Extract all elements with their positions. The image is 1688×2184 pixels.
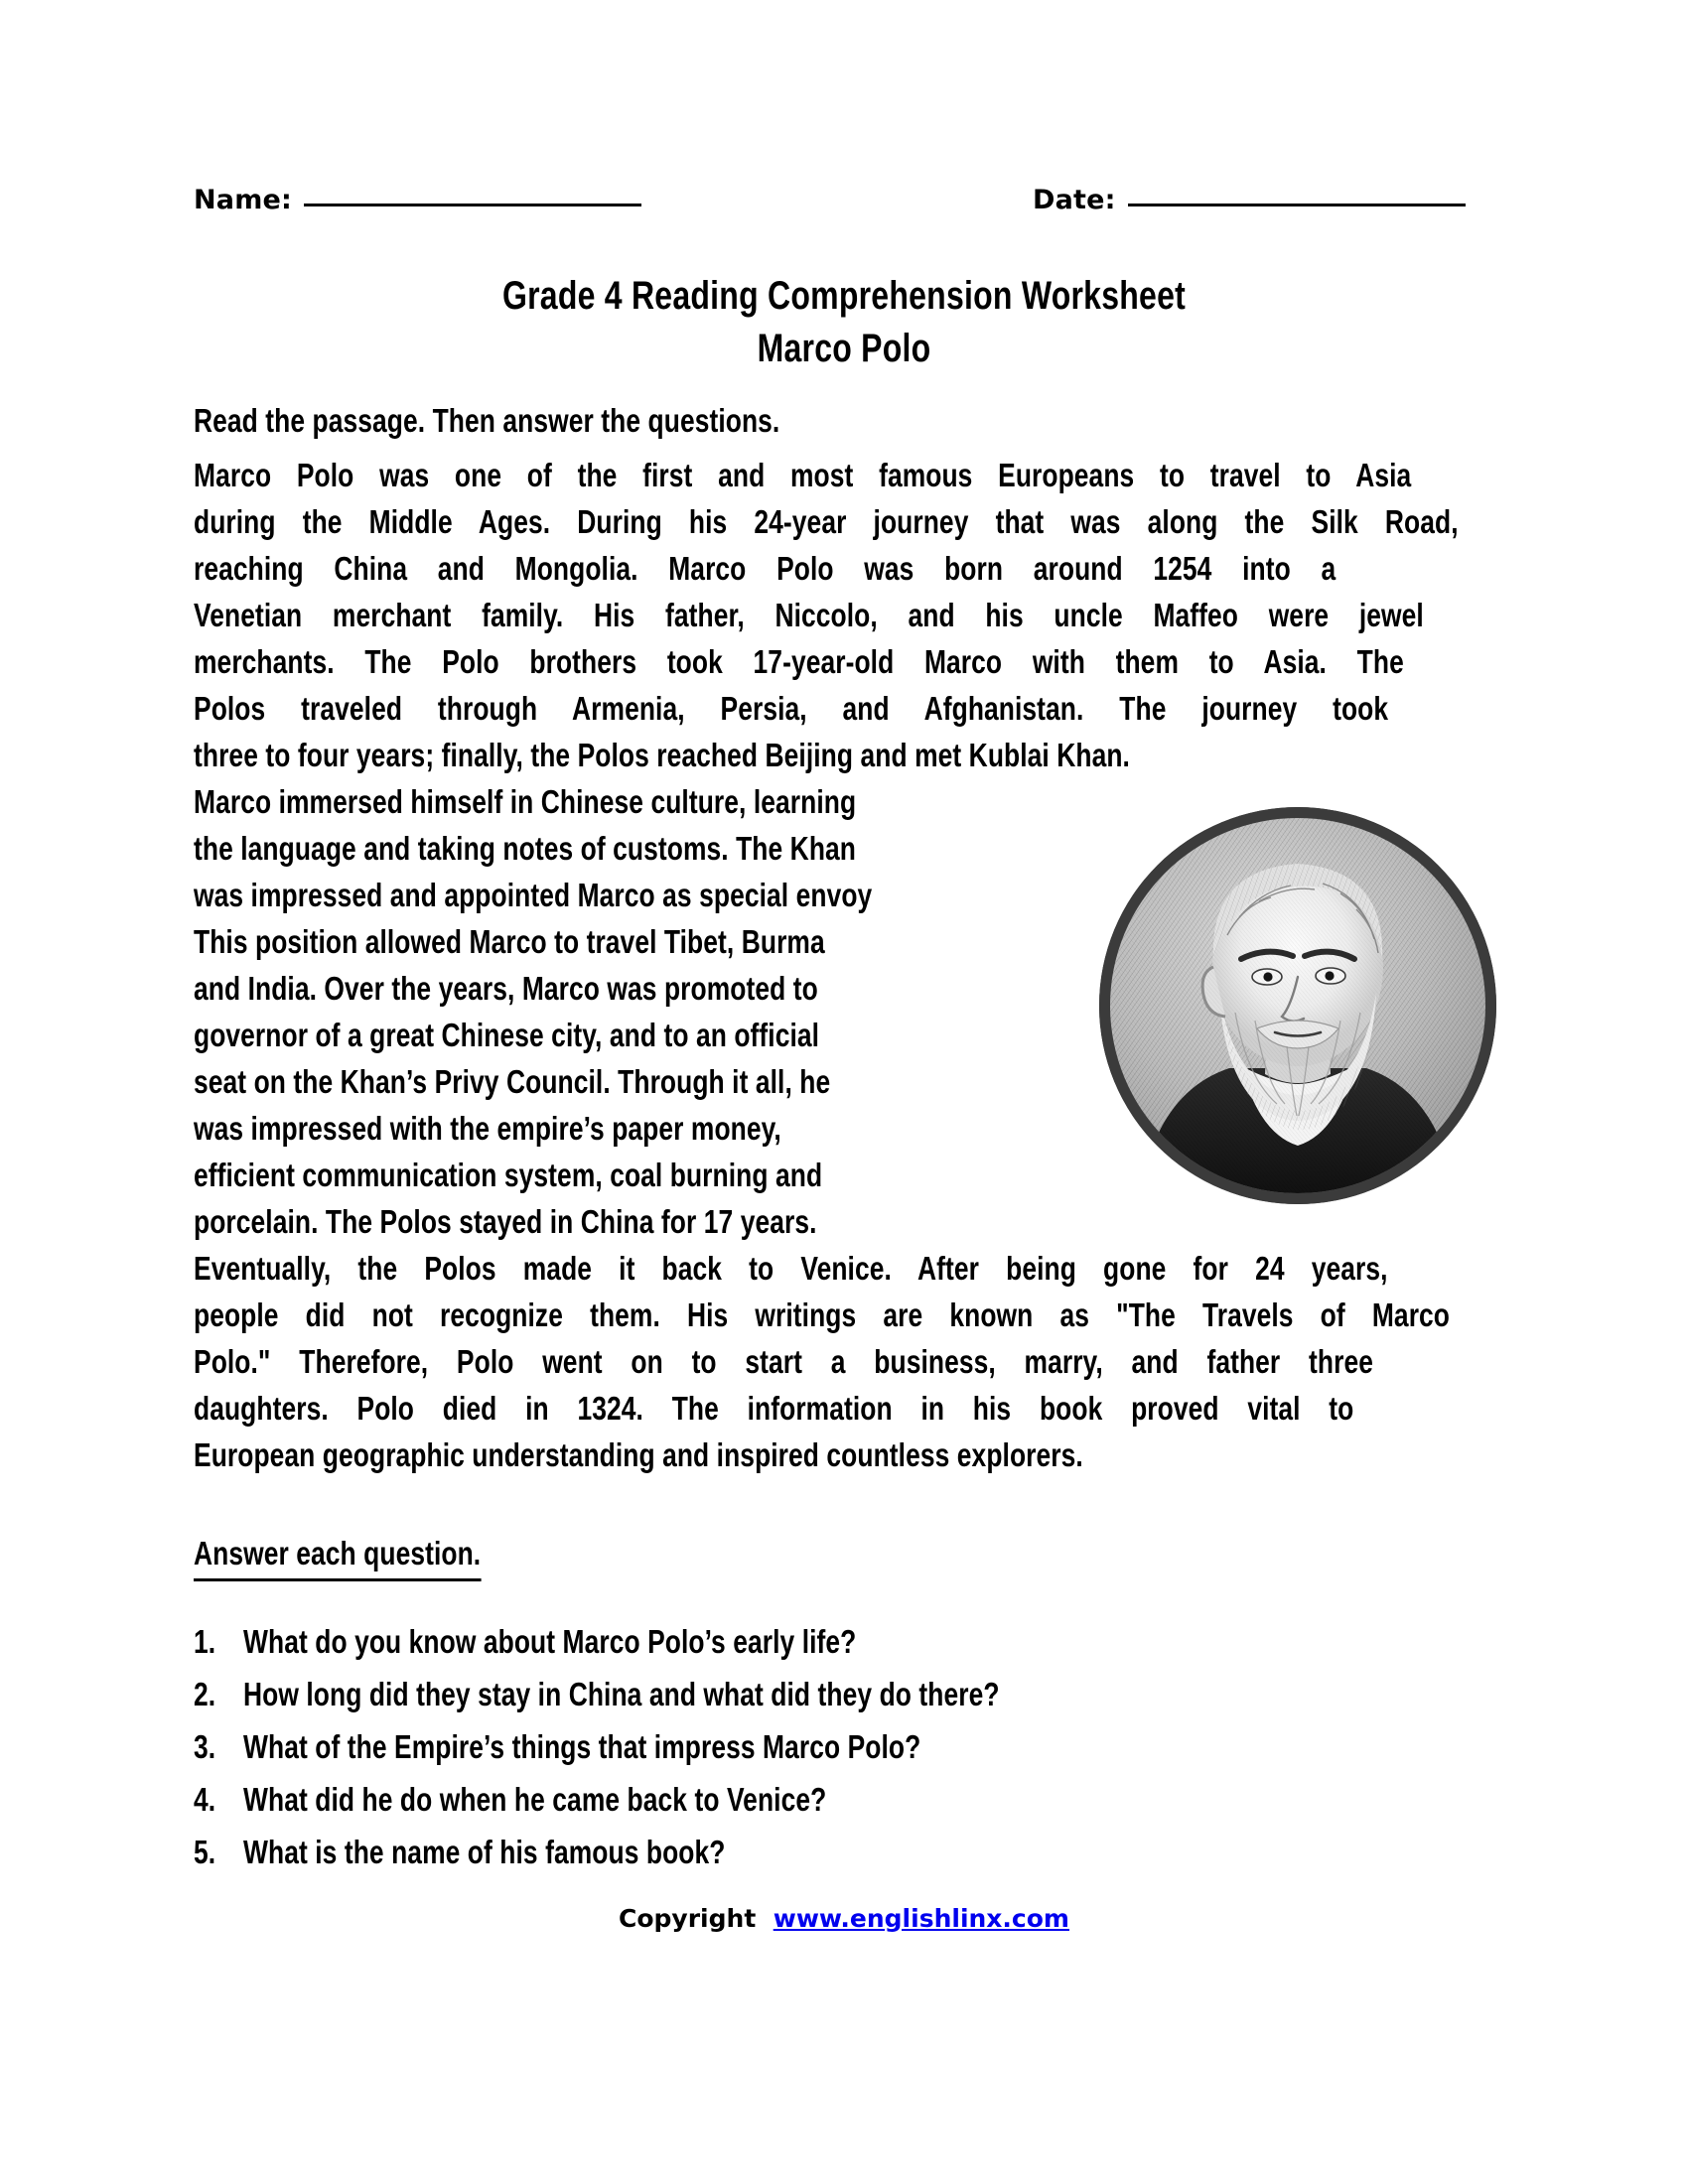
question-text: What did he do when he came back to Venice?	[243, 1781, 827, 1818]
passage-line: governor of a great Chinese city, and to an official	[194, 1017, 820, 1053]
answer-heading-text: Answer each question.	[194, 1530, 481, 1581]
passage-line: was impressed and appointed Marco as special envoy	[194, 877, 873, 913]
name-field-group	[194, 187, 641, 213]
question-list	[194, 1615, 1465, 1878]
page-subtitle: Marco Polo	[757, 326, 931, 370]
footer	[0, 1904, 1688, 1933]
passage-line: seat on the Khan’s Privy Council. Through it all, he	[194, 1063, 831, 1100]
question-item[interactable]	[194, 1720, 1465, 1773]
passage-instruction-text: Read the passage. Then answer the questions.	[194, 402, 780, 439]
passage-line: Marco Polo was one of the first and most famous Europeans to travel to Asia	[194, 457, 1412, 493]
page-title: Grade 4 Reading Comprehension Worksheet	[501, 274, 1187, 318]
passage-line: was impressed with the empire’s paper money,	[194, 1110, 781, 1147]
title-block	[0, 272, 1688, 373]
question-item[interactable]	[194, 1615, 1465, 1668]
passage-line: daughters. Polo died in 1324. The information in his book proved vital to	[194, 1390, 1354, 1427]
question-number: 3.	[194, 1728, 216, 1765]
passage-line: the language and taking notes of customs. The Khan	[194, 830, 857, 867]
question-text: What do you know about Marco Polo’s early life?	[243, 1623, 857, 1660]
passage-line: European geographic understanding and inspired countless explorers.	[194, 1436, 1083, 1473]
passage-line: merchants. The Polo brothers took 17-year-old Marco with them to Asia. The	[194, 643, 1404, 680]
passage-line: Eventually, the Polos made it back to Venice. After being gone for 24 years,	[194, 1250, 1388, 1287]
passage-line: porcelain. The Polos stayed in China for 17 years.	[194, 1203, 817, 1240]
passage-line: Polos traveled through Armenia, Persia, and Afghanistan. The journey took	[194, 690, 1389, 727]
answer-section-heading	[194, 1530, 1465, 1581]
name-write-line[interactable]	[304, 203, 641, 206]
passage-line: This position allowed Marco to travel Tibet, Burma	[194, 923, 825, 960]
copyright-label: Copyright	[619, 1904, 757, 1933]
passage-line: people did not recognize them. His writings are known as "The Travels of Marco	[194, 1297, 1451, 1333]
date-field-group	[1033, 187, 1466, 213]
passage-line: Venetian merchant family. His father, Niccolo, and his uncle Maffeo were jewel	[194, 597, 1424, 633]
passage-line: Polo." Therefore, Polo went on to start a business, marry, and father three	[194, 1343, 1373, 1380]
question-number: 2.	[194, 1676, 216, 1712]
question-number: 5.	[194, 1834, 216, 1870]
question-text: What of the Empire’s things that impress Marco Polo?	[243, 1728, 921, 1765]
passage-paragraph-middle	[194, 778, 1465, 1245]
question-text: How long did they stay in China and what did they do there?	[243, 1676, 1000, 1712]
passage-paragraph-top	[194, 452, 1465, 778]
question-item[interactable]	[194, 1668, 1465, 1720]
date-write-line[interactable]	[1128, 203, 1466, 206]
passage-line: efficient communication system, coal burning and	[194, 1157, 823, 1193]
passage-line: during the Middle Ages. During his 24-year journey that was along the Silk Road,	[194, 503, 1459, 540]
passage-line: and India. Over the years, Marco was promoted to	[194, 970, 818, 1007]
passage-line: Marco immersed himself in Chinese culture, learning	[194, 783, 857, 820]
date-label: Date:	[1033, 185, 1116, 215]
name-label: Name:	[194, 185, 293, 215]
passage-instruction	[194, 397, 1465, 444]
passage-content	[194, 397, 1465, 1878]
question-number: 4.	[194, 1781, 216, 1818]
name-date-row	[194, 187, 1460, 234]
question-item[interactable]	[194, 1773, 1465, 1826]
englishlinx-link[interactable]: www.englishlinx.com	[773, 1904, 1069, 1933]
question-number: 1.	[194, 1623, 216, 1660]
passage-line: three to four years; finally, the Polos reached Beijing and met Kublai Khan.	[194, 737, 1130, 773]
question-text: What is the name of his famous book?	[243, 1834, 726, 1870]
question-item[interactable]	[194, 1826, 1465, 1878]
passage-line: reaching China and Mongolia. Marco Polo was born around 1254 into a	[194, 550, 1336, 587]
passage-paragraph-bottom	[194, 1245, 1465, 1478]
